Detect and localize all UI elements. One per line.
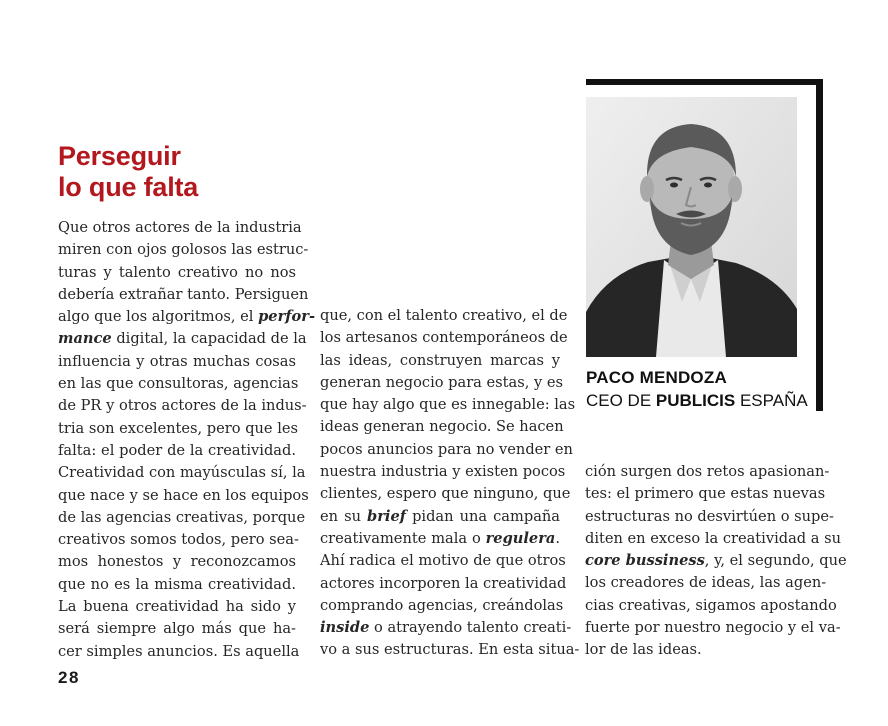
text-line: estructuras no desvirtúen o supe- <box>585 507 834 525</box>
author-portrait <box>586 97 797 357</box>
portrait-frame-top <box>586 79 823 85</box>
text-line: fuerte por nuestro negocio y el va- <box>585 619 841 637</box>
emphasis: mance <box>58 330 112 348</box>
text-line: core bussiness, y, el segundo, que <box>585 552 847 570</box>
author-role-suffix: ESPAÑA <box>735 391 808 410</box>
text-line: los creadores de ideas, las agen- <box>585 574 827 592</box>
text-line: que no es la misma creatividad. <box>58 575 296 593</box>
text-line: falta: el poder de la creatividad. <box>58 441 296 459</box>
text-line: en su brief pidan una campaña <box>320 507 560 525</box>
text-line: que hay algo que es innegable: las <box>320 396 576 414</box>
text-line: que, con el talento creativo, el de <box>320 307 568 324</box>
text-line: mance digital, la capacidad de la <box>58 330 307 348</box>
text-line: de PR y otros actores de la indus- <box>58 397 307 415</box>
text-line: que nace y se hace en los equipos <box>58 486 309 504</box>
text-line: algo que los algoritmos, el perfor- <box>58 308 316 326</box>
portrait-frame-right <box>816 79 823 411</box>
text-line: cer simples anuncios. Es aquella <box>58 642 300 660</box>
emphasis: inside <box>320 619 370 637</box>
text-line: tes: el primero que estas nuevas <box>585 485 826 503</box>
text-line: ción surgen dos retos apasionan- <box>585 463 830 480</box>
author-role-prefix: CEO DE <box>586 391 656 410</box>
author-company: PUBLICIS <box>655 391 736 410</box>
text-line: lor de las ideas. <box>585 641 702 659</box>
text-line: en las que consultoras, agencias <box>58 375 299 393</box>
text-line: mos honestos y reconozcamos <box>58 553 296 571</box>
author-role <box>586 391 808 411</box>
body-column-2 <box>320 305 580 662</box>
text-line: ideas generan negocio. Se hacen <box>320 418 564 436</box>
emphasis: core bussiness <box>585 552 705 570</box>
text-line: será siempre algo más que ha- <box>58 620 296 638</box>
text-line: actores incorporen la creatividad <box>320 574 567 592</box>
text-line: creativamente mala o regulera. <box>320 529 560 547</box>
text-line: clientes, espero que ninguno, que <box>320 485 571 503</box>
text-line: turas y talento creativo no nos <box>58 263 296 281</box>
text-line: nuestra industria y existen pocos <box>320 463 566 481</box>
text-line: Que otros actores de la industria <box>58 219 302 236</box>
text-line: miren con ojos golosos las estruc- <box>58 241 309 259</box>
article-title-line-1: Perseguir <box>58 141 181 171</box>
emphasis: perfor- <box>258 308 316 326</box>
text-line: generan negocio para estas, y es <box>320 373 563 391</box>
body-column-3 <box>585 461 847 662</box>
text-line: los artesanos contemporáneos de <box>320 329 568 347</box>
body-column-1 <box>58 217 316 663</box>
text-line: vo a sus estructuras. En esta situa- <box>320 641 580 659</box>
text-line: Creatividad con mayúsculas sí, la <box>58 464 306 482</box>
text-line: La buena creatividad ha sido y <box>58 598 296 616</box>
text-line: Ahí radica el motivo de que otros <box>320 552 566 570</box>
article-title-line-2: lo que falta <box>58 172 199 202</box>
page-number: 28 <box>58 668 80 687</box>
article-title <box>58 141 198 203</box>
text-line: creativos somos todos, pero sea- <box>58 531 299 549</box>
emphasis: brief <box>367 507 407 525</box>
emphasis: regulera <box>485 529 556 547</box>
text-line: pocos anuncios para no vender en <box>320 440 573 458</box>
text-line: diten en exceso la creatividad a su <box>585 529 842 547</box>
text-line: de las agencias creativas, porque <box>58 508 306 526</box>
text-line: tria son excelentes, pero que les <box>58 419 298 437</box>
text-line: debería extrañar tanto. Persiguen <box>58 285 309 303</box>
text-line: cias creativas, sigamos apostando <box>585 596 837 614</box>
text-line: influencia y otras muchas cosas <box>58 352 296 370</box>
text-line: inside o atrayendo talento creati- <box>320 619 572 637</box>
author-name: PACO MENDOZA <box>586 368 727 387</box>
text-line: las ideas, construyen marcas y <box>320 351 560 369</box>
text-line: comprando agencias, creándolas <box>320 596 564 614</box>
